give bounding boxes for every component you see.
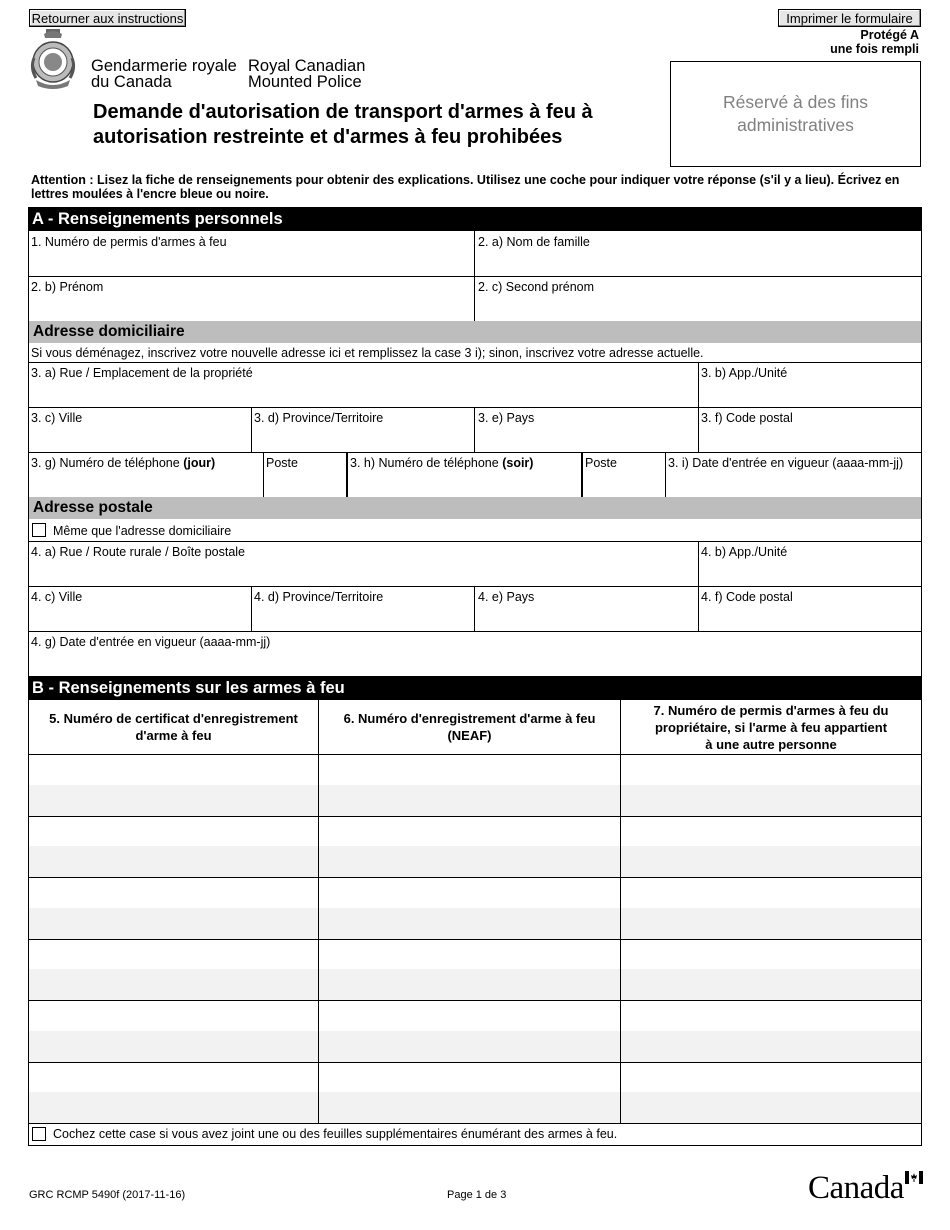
frn-input[interactable] [318, 1062, 621, 1093]
field-label-1: 1. Numéro de permis d'armes à feu [31, 235, 227, 249]
form-id: GRC RCMP 5490f (2017-11-16) [29, 1189, 186, 1201]
registration-certificate-number-input[interactable] [28, 877, 319, 909]
canada-wordmark [808, 1168, 926, 1206]
frn-input[interactable] [318, 1092, 621, 1124]
protected-line1: Protégé A [860, 28, 919, 42]
registration-certificate-number-input[interactable] [28, 1000, 319, 1032]
frn-input[interactable] [318, 754, 621, 786]
return-to-instructions-button[interactable]: Retourner aux instructions [29, 9, 186, 27]
registration-certificate-number-input[interactable] [28, 1062, 319, 1093]
print-form-button[interactable]: Imprimer le formulaire [778, 9, 921, 27]
registration-certificate-number-input[interactable] [28, 1092, 319, 1124]
title-line1: Demande d'autorisation de transport d'armes à feu à [93, 101, 593, 123]
form-title [93, 100, 593, 150]
registration-certificate-number-input[interactable] [28, 939, 319, 970]
col5-line2: d'arme à feu [135, 728, 212, 743]
col7-header [620, 700, 922, 754]
org-fr-line1: Gendarmerie royale [91, 57, 237, 75]
col5-line1: 5. Numéro de certificat d'enregistrement [49, 711, 298, 726]
field-label-4f: 4. f) Code postal [701, 590, 793, 604]
registration-certificate-number-input[interactable] [28, 908, 319, 940]
field-label-2a: 2. a) Nom de famille [478, 235, 590, 249]
field-label-3c: 3. c) Ville [31, 411, 83, 425]
protected-notice [830, 28, 919, 56]
extra-sheets-checkbox[interactable] [32, 1127, 46, 1141]
org-fr-line2: du Canada [91, 73, 172, 91]
col7-line1: 7. Numéro de permis d'armes à feu du [653, 702, 889, 718]
owner-licence-number-input[interactable] [620, 816, 922, 847]
same-as-home-label: Même que l'adresse domiciliaire [53, 524, 232, 538]
label-3h-text: 3. h) Numéro de téléphone [350, 456, 499, 470]
col7-line2: propriétaire, si l'arme à feu appartient [654, 719, 888, 735]
owner-licence-number-input[interactable] [620, 846, 922, 878]
org-name-english [248, 58, 365, 90]
page-number: Page 1 de 3 [447, 1189, 507, 1201]
owner-licence-number-input[interactable] [620, 969, 922, 1001]
org-en-line1: Royal Canadian [248, 57, 366, 75]
section-a-header: A - Renseignements personnels [28, 207, 922, 231]
field-label-poste-day: Poste [266, 456, 298, 470]
field-label-3f: 3. f) Code postal [701, 411, 793, 425]
protected-line2: une fois rempli [830, 42, 919, 56]
field-label-3h [350, 456, 533, 470]
col6-header [318, 700, 621, 754]
field-label-4g: 4. g) Date d'entrée en vigueur (aaaa-mm-jj) [31, 635, 271, 649]
owner-licence-number-input[interactable] [620, 1092, 922, 1124]
frn-input[interactable] [318, 939, 621, 970]
owner-licence-number-input[interactable] [620, 877, 922, 909]
same-as-home-checkbox[interactable] [32, 523, 46, 537]
attention-line1: Attention : Lisez la fiche de renseignements pour obtenir des explications. Utilisez une coche pour indiquer votre réponse (s'il y a lieu). Écrivez en [31, 173, 900, 187]
owner-licence-number-input[interactable] [620, 1000, 922, 1032]
owner-licence-number-input[interactable] [620, 1062, 922, 1093]
home-address-header: Adresse domiciliaire [28, 321, 922, 343]
field-label-3e: 3. e) Pays [478, 411, 535, 425]
owner-licence-number-input[interactable] [620, 1031, 922, 1063]
col6-line2: (NEAF) [447, 728, 492, 743]
registration-certificate-number-input[interactable] [28, 846, 319, 878]
owner-licence-number-input[interactable] [620, 939, 922, 970]
frn-input[interactable] [318, 969, 621, 1001]
frn-input[interactable] [318, 1031, 621, 1063]
registration-certificate-number-input[interactable] [28, 785, 319, 817]
mailing-address-header: Adresse postale [28, 497, 922, 519]
registration-certificate-number-input[interactable] [28, 969, 319, 1001]
field-label-4e: 4. e) Pays [478, 590, 535, 604]
field-label-poste-evening: Poste [585, 456, 617, 470]
attention-note [31, 173, 926, 201]
title-line2: autorisation restreinte et d'armes à feu prohibées [93, 126, 563, 148]
admin-use-box [670, 61, 921, 167]
registration-certificate-number-input[interactable] [28, 754, 319, 786]
org-en-line2: Mounted Police [248, 73, 362, 91]
field-label-2b: 2. b) Prénom [31, 280, 104, 294]
canada-flag-icon [905, 1171, 923, 1184]
extra-sheets-label: Cochez cette case si vous avez joint une ou des feuilles supplémentaires énumérant des armes à feu. [53, 1127, 618, 1141]
owner-licence-number-input[interactable] [620, 754, 922, 786]
frn-input[interactable] [318, 877, 621, 909]
field-label-2c: 2. c) Second prénom [478, 280, 595, 294]
label-3g-text: 3. g) Numéro de téléphone [31, 456, 180, 470]
label-3h-bold: (soir) [502, 456, 534, 470]
field-label-3b: 3. b) App./Unité [701, 366, 788, 380]
field-label-4b: 4. b) App./Unité [701, 545, 788, 559]
frn-input[interactable] [318, 816, 621, 847]
frn-input[interactable] [318, 908, 621, 940]
field-label-4c: 4. c) Ville [31, 590, 83, 604]
frn-input[interactable] [318, 1000, 621, 1032]
rcmp-crest-icon [28, 28, 78, 90]
admin-line1: Réservé à des fins [723, 92, 868, 112]
field-label-4a: 4. a) Rue / Route rurale / Boîte postale [31, 545, 246, 559]
org-name-french [91, 58, 237, 90]
col5-header [28, 700, 319, 754]
field-label-3i: 3. i) Date d'entrée en vigueur (aaaa-mm-jj) [668, 456, 904, 470]
canada-wordmark-text: Canada [808, 1170, 904, 1206]
home-address-note: Si vous déménagez, inscrivez votre nouvelle adresse ici et remplissez la case 3 i); sinon, inscrivez votre adresse actuelle. [31, 346, 704, 360]
owner-licence-number-input[interactable] [620, 908, 922, 940]
field-label-3g [31, 456, 215, 470]
col7-line3: à une autre personne [705, 736, 837, 752]
section-b-header: B - Renseignements sur les armes à feu [28, 676, 922, 700]
field-label-3d: 3. d) Province/Territoire [254, 411, 384, 425]
label-3g-bold: (jour) [183, 456, 216, 470]
field-label-3a: 3. a) Rue / Emplacement de la propriété [31, 366, 253, 380]
owner-licence-number-input[interactable] [620, 785, 922, 817]
attention-line2: lettres moulées à l'encre bleue ou noire. [31, 187, 269, 201]
col6-line1: 6. Numéro d'enregistrement d'arme à feu [343, 711, 596, 726]
field-label-4d: 4. d) Province/Territoire [254, 590, 384, 604]
registration-certificate-number-input[interactable] [28, 816, 319, 847]
frn-input[interactable] [318, 785, 621, 817]
admin-line2: administratives [737, 115, 854, 135]
frn-input[interactable] [318, 846, 621, 878]
registration-certificate-number-input[interactable] [28, 1031, 319, 1063]
